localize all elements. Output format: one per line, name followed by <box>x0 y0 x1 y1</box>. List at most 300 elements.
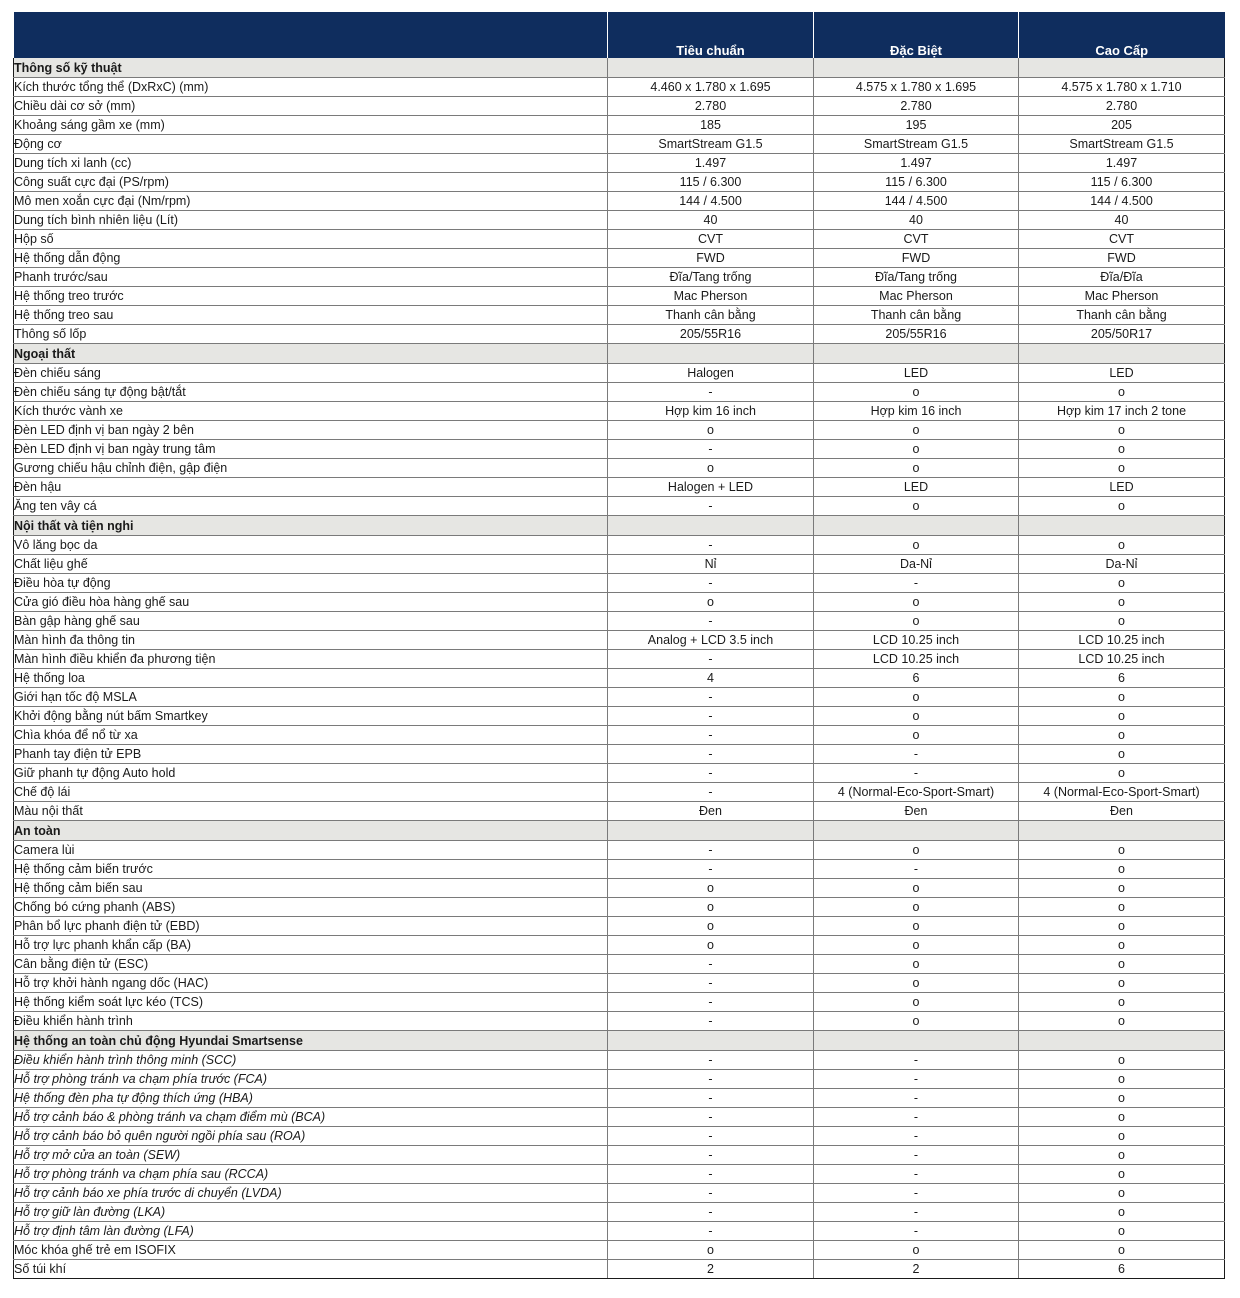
table-row <box>14 802 1225 821</box>
row-label: Dung tích bình nhiên liệu (Lít) <box>14 211 608 230</box>
value-cao-cap: o <box>1019 993 1225 1012</box>
value-cao-cap: 6 <box>1019 1260 1225 1279</box>
section-cell <box>814 821 1019 841</box>
value-dac-biet: Da-Nỉ <box>814 555 1019 574</box>
table-row <box>14 402 1225 421</box>
value-tieu-chuan: 205/55R16 <box>608 325 814 344</box>
value-dac-biet: LED <box>814 364 1019 383</box>
value-tieu-chuan: o <box>608 936 814 955</box>
table-row <box>14 364 1225 383</box>
value-tieu-chuan: 144 / 4.500 <box>608 192 814 211</box>
value-cao-cap: o <box>1019 574 1225 593</box>
table-row <box>14 860 1225 879</box>
value-cao-cap: o <box>1019 688 1225 707</box>
row-label: Điều khiển hành trình <box>14 1012 608 1031</box>
section-cell <box>1019 58 1225 78</box>
table-row <box>14 154 1225 173</box>
row-label: Khoảng sáng gầm xe (mm) <box>14 116 608 135</box>
value-tieu-chuan: 185 <box>608 116 814 135</box>
value-tieu-chuan: CVT <box>608 230 814 249</box>
table-row <box>14 497 1225 516</box>
value-tieu-chuan: - <box>608 764 814 783</box>
value-tieu-chuan: - <box>608 383 814 402</box>
value-tieu-chuan: o <box>608 1241 814 1260</box>
row-label: Hệ thống treo trước <box>14 287 608 306</box>
value-dac-biet: - <box>814 1203 1019 1222</box>
header-tieu-chuan: Tiêu chuẩn <box>608 12 814 58</box>
value-tieu-chuan: - <box>608 497 814 516</box>
value-cao-cap: o <box>1019 1165 1225 1184</box>
value-cao-cap: o <box>1019 1184 1225 1203</box>
value-dac-biet: 40 <box>814 211 1019 230</box>
value-cao-cap: o <box>1019 1108 1225 1127</box>
value-tieu-chuan: o <box>608 898 814 917</box>
table-row <box>14 78 1225 97</box>
value-dac-biet: - <box>814 764 1019 783</box>
value-dac-biet: 115 / 6.300 <box>814 173 1019 192</box>
section-cell <box>1019 1031 1225 1051</box>
value-dac-biet: o <box>814 1241 1019 1260</box>
value-tieu-chuan: o <box>608 917 814 936</box>
value-cao-cap: o <box>1019 955 1225 974</box>
value-tieu-chuan: - <box>608 1012 814 1031</box>
value-tieu-chuan: - <box>608 1203 814 1222</box>
value-tieu-chuan: - <box>608 993 814 1012</box>
table-row <box>14 192 1225 211</box>
value-cao-cap: o <box>1019 593 1225 612</box>
value-tieu-chuan: o <box>608 879 814 898</box>
value-cao-cap: o <box>1019 841 1225 860</box>
value-tieu-chuan: 2 <box>608 1260 814 1279</box>
value-tieu-chuan: - <box>608 1222 814 1241</box>
value-cao-cap: o <box>1019 383 1225 402</box>
value-tieu-chuan: Đen <box>608 802 814 821</box>
value-tieu-chuan: - <box>608 1108 814 1127</box>
table-row <box>14 764 1225 783</box>
header-dac-biet: Đặc Biệt <box>814 12 1019 58</box>
value-cao-cap: LCD 10.25 inch <box>1019 631 1225 650</box>
section-cell <box>1019 821 1225 841</box>
value-tieu-chuan: o <box>608 593 814 612</box>
table-row <box>14 669 1225 688</box>
value-dac-biet: - <box>814 1051 1019 1070</box>
row-label: Phanh tay điện tử EPB <box>14 745 608 764</box>
value-cao-cap: Đen <box>1019 802 1225 821</box>
table-row <box>14 593 1225 612</box>
row-label: Hỗ trợ cảnh báo bỏ quên người ngồi phía sau (ROA) <box>14 1127 608 1146</box>
row-label: Hỗ trợ mở cửa an toàn (SEW) <box>14 1146 608 1165</box>
value-tieu-chuan: 40 <box>608 211 814 230</box>
value-dac-biet: o <box>814 936 1019 955</box>
table-row <box>14 536 1225 555</box>
section-label: Thông số kỹ thuật <box>14 58 608 78</box>
table-row <box>14 993 1225 1012</box>
value-dac-biet: Đen <box>814 802 1019 821</box>
value-tieu-chuan: - <box>608 1051 814 1070</box>
value-dac-biet: o <box>814 898 1019 917</box>
value-dac-biet: o <box>814 707 1019 726</box>
row-label: Hỗ trợ khởi hành ngang dốc (HAC) <box>14 974 608 993</box>
value-tieu-chuan: - <box>608 1070 814 1089</box>
value-cao-cap: o <box>1019 612 1225 631</box>
value-cao-cap: FWD <box>1019 249 1225 268</box>
table-row <box>14 650 1225 669</box>
row-label: Dung tích xi lanh (cc) <box>14 154 608 173</box>
value-tieu-chuan: Analog + LCD 3.5 inch <box>608 631 814 650</box>
row-label: Đèn chiếu sáng tự động bật/tắt <box>14 383 608 402</box>
table-row <box>14 1127 1225 1146</box>
table-row <box>14 879 1225 898</box>
value-dac-biet: o <box>814 497 1019 516</box>
value-cao-cap: o <box>1019 1241 1225 1260</box>
value-tieu-chuan: - <box>608 860 814 879</box>
value-dac-biet: Đĩa/Tang trống <box>814 268 1019 287</box>
value-tieu-chuan: - <box>608 783 814 802</box>
row-label: Camera lùi <box>14 841 608 860</box>
value-dac-biet: 2 <box>814 1260 1019 1279</box>
value-dac-biet: - <box>814 1108 1019 1127</box>
value-tieu-chuan: - <box>608 1184 814 1203</box>
section-cell <box>1019 344 1225 364</box>
row-label: Mô men xoắn cực đại (Nm/rpm) <box>14 192 608 211</box>
value-dac-biet: 205/55R16 <box>814 325 1019 344</box>
section-label: Nội thất và tiện nghi <box>14 516 608 536</box>
value-dac-biet: o <box>814 993 1019 1012</box>
section-cell <box>814 344 1019 364</box>
spec-body <box>14 58 1225 1279</box>
row-label: Cân bằng điện tử (ESC) <box>14 955 608 974</box>
section-cell <box>814 58 1019 78</box>
table-row <box>14 97 1225 116</box>
table-row <box>14 230 1225 249</box>
value-dac-biet: - <box>814 1146 1019 1165</box>
row-label: Hỗ trợ cảnh báo & phòng tránh va chạm điểm mù (BCA) <box>14 1108 608 1127</box>
value-dac-biet: CVT <box>814 230 1019 249</box>
value-cao-cap: o <box>1019 917 1225 936</box>
value-tieu-chuan: - <box>608 1165 814 1184</box>
table-row <box>14 726 1225 745</box>
value-dac-biet: o <box>814 688 1019 707</box>
table-row <box>14 268 1225 287</box>
value-tieu-chuan: 4.460 x 1.780 x 1.695 <box>608 78 814 97</box>
value-dac-biet: - <box>814 1070 1019 1089</box>
value-tieu-chuan: - <box>608 707 814 726</box>
table-row <box>14 211 1225 230</box>
value-dac-biet: Hợp kim 16 inch <box>814 402 1019 421</box>
row-label: Hỗ trợ phòng tránh va chạm phía trước (FCA) <box>14 1070 608 1089</box>
row-label: Hệ thống loa <box>14 669 608 688</box>
value-dac-biet: o <box>814 879 1019 898</box>
row-label: Vô lăng bọc da <box>14 536 608 555</box>
table-row <box>14 936 1225 955</box>
row-label: Động cơ <box>14 135 608 154</box>
value-cao-cap: o <box>1019 764 1225 783</box>
value-dac-biet: o <box>814 593 1019 612</box>
value-dac-biet: 4 (Normal-Eco-Sport-Smart) <box>814 783 1019 802</box>
value-dac-biet: - <box>814 745 1019 764</box>
value-cao-cap: 4.575 x 1.780 x 1.710 <box>1019 78 1225 97</box>
value-cao-cap: o <box>1019 936 1225 955</box>
row-label: Màn hình đa thông tin <box>14 631 608 650</box>
value-tieu-chuan: 1.497 <box>608 154 814 173</box>
value-tieu-chuan: SmartStream G1.5 <box>608 135 814 154</box>
table-row <box>14 1070 1225 1089</box>
section-header <box>14 344 1225 364</box>
value-cao-cap: o <box>1019 707 1225 726</box>
table-row <box>14 1203 1225 1222</box>
value-tieu-chuan: - <box>608 726 814 745</box>
value-cao-cap: o <box>1019 459 1225 478</box>
value-dac-biet: LCD 10.25 inch <box>814 631 1019 650</box>
value-tieu-chuan: - <box>608 1089 814 1108</box>
row-label: Khởi động bằng nút bấm Smartkey <box>14 707 608 726</box>
row-label: Điều hòa tự động <box>14 574 608 593</box>
row-label: Ăng ten vây cá <box>14 497 608 516</box>
value-cao-cap: Da-Nỉ <box>1019 555 1225 574</box>
table-row <box>14 1012 1225 1031</box>
table-row <box>14 917 1225 936</box>
value-dac-biet: o <box>814 726 1019 745</box>
value-dac-biet: 4.575 x 1.780 x 1.695 <box>814 78 1019 97</box>
value-dac-biet: 2.780 <box>814 97 1019 116</box>
row-label: Kích thước vành xe <box>14 402 608 421</box>
value-tieu-chuan: Halogen + LED <box>608 478 814 497</box>
value-dac-biet: o <box>814 421 1019 440</box>
value-cao-cap: o <box>1019 1146 1225 1165</box>
table-row <box>14 306 1225 325</box>
section-cell <box>608 516 814 536</box>
value-cao-cap: o <box>1019 440 1225 459</box>
table-row <box>14 555 1225 574</box>
value-tieu-chuan: 115 / 6.300 <box>608 173 814 192</box>
row-label: Hỗ trợ giữ làn đường (LKA) <box>14 1203 608 1222</box>
row-label: Đèn chiếu sáng <box>14 364 608 383</box>
value-dac-biet: Mac Pherson <box>814 287 1019 306</box>
row-label: Màn hình điều khiển đa phương tiện <box>14 650 608 669</box>
row-label: Hỗ trợ cảnh báo xe phía trước di chuyển (LVDA) <box>14 1184 608 1203</box>
value-cao-cap: CVT <box>1019 230 1225 249</box>
table-row <box>14 478 1225 497</box>
table-row <box>14 955 1225 974</box>
row-label: Bàn gập hàng ghế sau <box>14 612 608 631</box>
value-dac-biet: 1.497 <box>814 154 1019 173</box>
value-tieu-chuan: 2.780 <box>608 97 814 116</box>
value-dac-biet: - <box>814 1184 1019 1203</box>
value-dac-biet: - <box>814 1222 1019 1241</box>
value-tieu-chuan: Đĩa/Tang trống <box>608 268 814 287</box>
section-cell <box>1019 516 1225 536</box>
table-row <box>14 745 1225 764</box>
row-label: Hộp số <box>14 230 608 249</box>
value-tieu-chuan: - <box>608 536 814 555</box>
section-header <box>14 516 1225 536</box>
value-tieu-chuan: 4 <box>608 669 814 688</box>
value-cao-cap: 144 / 4.500 <box>1019 192 1225 211</box>
section-label: Ngoại thất <box>14 344 608 364</box>
value-cao-cap: o <box>1019 1127 1225 1146</box>
value-dac-biet: FWD <box>814 249 1019 268</box>
value-cao-cap: o <box>1019 1203 1225 1222</box>
row-label: Chế độ lái <box>14 783 608 802</box>
value-tieu-chuan: - <box>608 650 814 669</box>
value-cao-cap: o <box>1019 860 1225 879</box>
value-cao-cap: Hợp kim 17 inch 2 tone <box>1019 402 1225 421</box>
row-label: Đèn LED định vị ban ngày trung tâm <box>14 440 608 459</box>
value-dac-biet: o <box>814 383 1019 402</box>
row-label: Giữ phanh tự động Auto hold <box>14 764 608 783</box>
header-row <box>14 12 1225 58</box>
value-dac-biet: o <box>814 459 1019 478</box>
value-tieu-chuan: o <box>608 421 814 440</box>
value-dac-biet: o <box>814 440 1019 459</box>
value-dac-biet: 195 <box>814 116 1019 135</box>
value-tieu-chuan: Nỉ <box>608 555 814 574</box>
value-tieu-chuan: o <box>608 459 814 478</box>
row-label: Giới hạn tốc độ MSLA <box>14 688 608 707</box>
section-cell <box>814 1031 1019 1051</box>
value-dac-biet: o <box>814 612 1019 631</box>
table-row <box>14 249 1225 268</box>
table-row <box>14 1165 1225 1184</box>
value-cao-cap: o <box>1019 879 1225 898</box>
table-row <box>14 1241 1225 1260</box>
table-row <box>14 325 1225 344</box>
value-dac-biet: o <box>814 841 1019 860</box>
section-header <box>14 1031 1225 1051</box>
value-dac-biet: - <box>814 1089 1019 1108</box>
row-label: Móc khóa ghế trẻ em ISOFIX <box>14 1241 608 1260</box>
value-tieu-chuan: - <box>608 688 814 707</box>
value-tieu-chuan: - <box>608 440 814 459</box>
value-dac-biet: o <box>814 536 1019 555</box>
value-tieu-chuan: Halogen <box>608 364 814 383</box>
table-row <box>14 1089 1225 1108</box>
value-dac-biet: o <box>814 955 1019 974</box>
value-cao-cap: 2.780 <box>1019 97 1225 116</box>
row-label: Hỗ trợ định tâm làn đường (LFA) <box>14 1222 608 1241</box>
section-header <box>14 58 1225 78</box>
value-cao-cap: o <box>1019 1070 1225 1089</box>
value-tieu-chuan: - <box>608 612 814 631</box>
table-row <box>14 1108 1225 1127</box>
section-label: Hệ thống an toàn chủ động Hyundai Smartsense <box>14 1031 608 1051</box>
value-cao-cap: o <box>1019 974 1225 993</box>
table-row <box>14 688 1225 707</box>
row-label: Công suất cực đại (PS/rpm) <box>14 173 608 192</box>
row-label: Phân bổ lực phanh điện tử (EBD) <box>14 917 608 936</box>
value-cao-cap: o <box>1019 1012 1225 1031</box>
value-tieu-chuan: - <box>608 955 814 974</box>
row-label: Chất liệu ghế <box>14 555 608 574</box>
row-label: Chìa khóa để nổ từ xa <box>14 726 608 745</box>
section-cell <box>814 516 1019 536</box>
value-cao-cap: Thanh cân bằng <box>1019 306 1225 325</box>
value-tieu-chuan: - <box>608 574 814 593</box>
value-dac-biet: LED <box>814 478 1019 497</box>
value-cao-cap: LCD 10.25 inch <box>1019 650 1225 669</box>
row-label: Hệ thống cảm biến sau <box>14 879 608 898</box>
row-label: Phanh trước/sau <box>14 268 608 287</box>
value-cao-cap: SmartStream G1.5 <box>1019 135 1225 154</box>
value-cao-cap: o <box>1019 1222 1225 1241</box>
table-row <box>14 116 1225 135</box>
section-header <box>14 821 1225 841</box>
value-cao-cap: Đĩa/Đĩa <box>1019 268 1225 287</box>
spec-table <box>13 12 1225 1279</box>
table-row <box>14 1222 1225 1241</box>
row-label: Hệ thống treo sau <box>14 306 608 325</box>
row-label: Hệ thống dẫn động <box>14 249 608 268</box>
row-label: Hệ thống cảm biến trước <box>14 860 608 879</box>
value-tieu-chuan: - <box>608 1146 814 1165</box>
table-row <box>14 383 1225 402</box>
value-dac-biet: 144 / 4.500 <box>814 192 1019 211</box>
value-dac-biet: - <box>814 1165 1019 1184</box>
value-cao-cap: o <box>1019 745 1225 764</box>
table-row <box>14 898 1225 917</box>
value-cao-cap: 40 <box>1019 211 1225 230</box>
value-cao-cap: o <box>1019 1051 1225 1070</box>
header-cao-cap: Cao Cấp <box>1019 12 1225 58</box>
value-cao-cap: LED <box>1019 364 1225 383</box>
row-label: Hỗ trợ phòng tránh va chạm phía sau (RCCA) <box>14 1165 608 1184</box>
section-label: An toàn <box>14 821 608 841</box>
value-cao-cap: 115 / 6.300 <box>1019 173 1225 192</box>
row-label: Hệ thống đèn pha tự động thích ứng (HBA) <box>14 1089 608 1108</box>
row-label: Gương chiếu hậu chỉnh điện, gập điện <box>14 459 608 478</box>
value-tieu-chuan: - <box>608 841 814 860</box>
value-cao-cap: o <box>1019 898 1225 917</box>
value-cao-cap: 1.497 <box>1019 154 1225 173</box>
row-label: Chống bó cứng phanh (ABS) <box>14 898 608 917</box>
table-row <box>14 1146 1225 1165</box>
value-cao-cap: o <box>1019 536 1225 555</box>
value-dac-biet: o <box>814 974 1019 993</box>
table-row <box>14 173 1225 192</box>
table-row <box>14 459 1225 478</box>
table-row <box>14 421 1225 440</box>
row-label: Kích thước tổng thể (DxRxC) (mm) <box>14 78 608 97</box>
row-label: Màu nội thất <box>14 802 608 821</box>
value-cao-cap: o <box>1019 726 1225 745</box>
table-row <box>14 974 1225 993</box>
table-row <box>14 1260 1225 1279</box>
row-label: Đèn hậu <box>14 478 608 497</box>
value-dac-biet: 6 <box>814 669 1019 688</box>
section-cell <box>608 1031 814 1051</box>
value-cao-cap: LED <box>1019 478 1225 497</box>
value-tieu-chuan: - <box>608 974 814 993</box>
value-dac-biet: SmartStream G1.5 <box>814 135 1019 154</box>
value-tieu-chuan: - <box>608 1127 814 1146</box>
value-cao-cap: 6 <box>1019 669 1225 688</box>
value-cao-cap: 4 (Normal-Eco-Sport-Smart) <box>1019 783 1225 802</box>
row-label: Đèn LED định vị ban ngày 2 bên <box>14 421 608 440</box>
value-cao-cap: 205/50R17 <box>1019 325 1225 344</box>
table-row <box>14 440 1225 459</box>
row-label: Số túi khí <box>14 1260 608 1279</box>
row-label: Điều khiển hành trình thông minh (SCC) <box>14 1051 608 1070</box>
table-row <box>14 783 1225 802</box>
table-row <box>14 631 1225 650</box>
value-dac-biet: Thanh cân bằng <box>814 306 1019 325</box>
row-label: Thông số lốp <box>14 325 608 344</box>
section-cell <box>608 344 814 364</box>
table-row <box>14 574 1225 593</box>
value-cao-cap: Mac Pherson <box>1019 287 1225 306</box>
value-cao-cap: o <box>1019 421 1225 440</box>
table-row <box>14 135 1225 154</box>
